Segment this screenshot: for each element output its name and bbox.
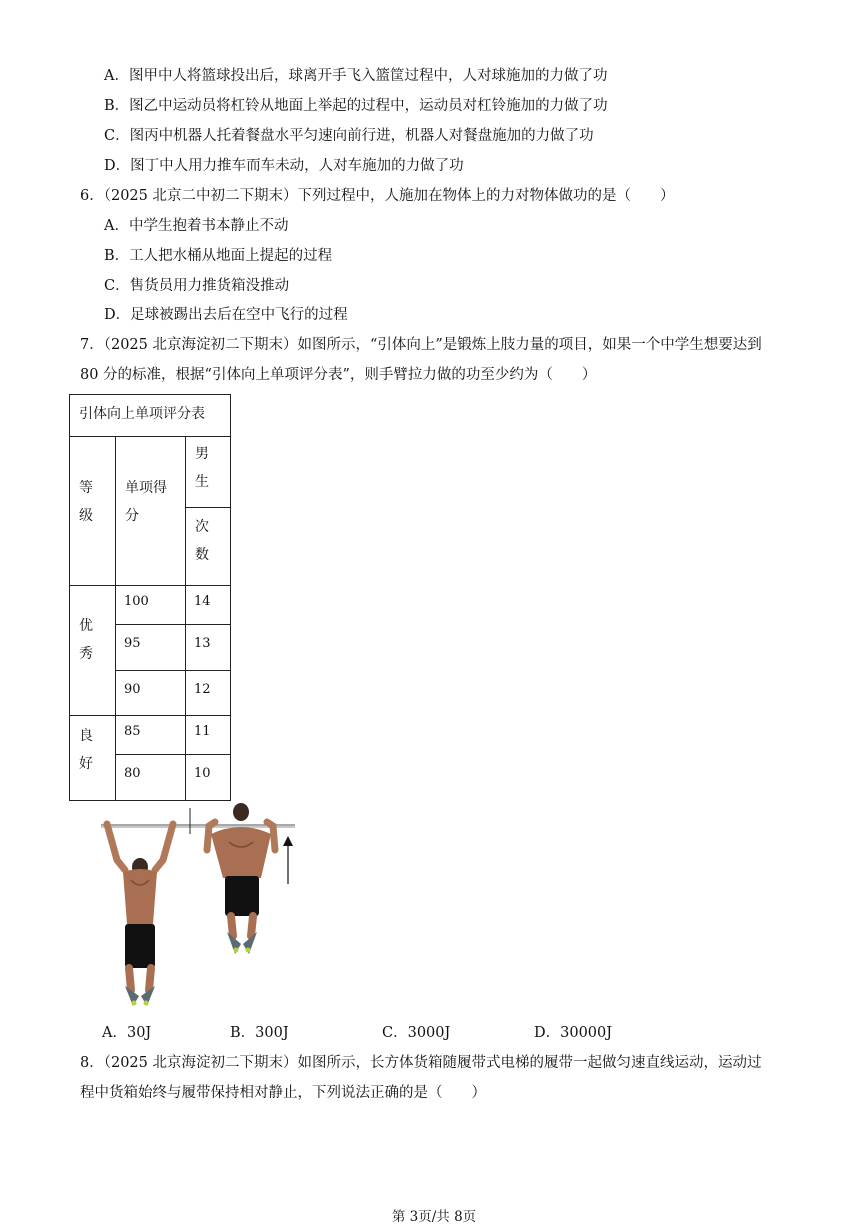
score-cell [116, 755, 186, 801]
score-value: 90 [124, 682, 141, 697]
group-excellent-char2: 秀 [79, 646, 93, 662]
score-value: 85 [124, 724, 141, 739]
count-value: 13 [194, 636, 211, 651]
header-count [186, 508, 231, 586]
count-value: 12 [194, 682, 211, 697]
group-good [70, 716, 116, 801]
q7-answer-c: C．3000J [382, 1025, 451, 1041]
header-grade [70, 437, 116, 586]
count-value: 11 [194, 724, 211, 739]
q7-stem-line1: 7．（2025 北京海淀初二下期末）如图所示，“引体向上”是锻炼上肢力量的项目，如果一个中学生想要达到 [80, 337, 762, 353]
q6-option-a: A．中学生抱着书本静止不动 [104, 218, 289, 234]
table-title-cell [70, 395, 231, 437]
q6-option-c: C．售货员用力推货箱没推动 [104, 278, 290, 294]
q8-stem-line2: 程中货箱始终与履带保持相对静止，下列说法正确的是（ ） [80, 1085, 486, 1101]
q7-answer-b: B．300J [230, 1025, 289, 1041]
q5-option-b: B．图乙中运动员将杠铃从地面上举起的过程中，运动员对杠铃施加的力做了功 [104, 98, 608, 114]
count-cell [186, 625, 231, 671]
count-cell [186, 671, 231, 716]
header-count-char1: 次 [195, 519, 209, 535]
header-count-char2: 数 [195, 547, 209, 563]
group-excellent-char1: 优 [79, 618, 93, 634]
q5-option-c: C．图丙中机器人托着餐盘水平匀速向前行进，机器人对餐盘施加的力做了功 [104, 128, 594, 144]
score-table [69, 394, 231, 801]
score-cell [116, 671, 186, 716]
score-cell [116, 625, 186, 671]
q7-answer-a: A．30J [102, 1025, 152, 1041]
q6-option-b: B．工人把水桶从地面上提起的过程 [104, 248, 333, 264]
page-footer: 第 3页/共 8页 [391, 1209, 477, 1225]
q6-stem: 6．（2025 北京二中初二下期末）下列过程中，人施加在物体上的力对物体做功的是（ ） [80, 188, 675, 204]
score-value: 95 [124, 636, 141, 651]
count-cell [186, 716, 231, 755]
count-value: 10 [194, 766, 211, 781]
q6-option-d: D．足球被踢出去后在空中飞行的过程 [104, 307, 348, 323]
header-score [116, 437, 186, 586]
q5-option-d: D．图丁中人用力推车而车未动，人对车施加的力做了功 [104, 158, 464, 174]
header-score-line2: 分 [125, 508, 139, 524]
count-cell [186, 586, 231, 625]
score-value: 100 [124, 594, 149, 609]
score-cell [116, 586, 186, 625]
q7-stem-line2: 80 分的标准，根据“引体向上单项评分表”，则手臂拉力做的功至少约为（ ） [80, 367, 597, 383]
score-value: 80 [124, 766, 141, 781]
header-male-char1: 男 [195, 446, 209, 462]
q7-answer-d: D．30000J [534, 1025, 613, 1041]
q8-stem-line1: 8．（2025 北京海淀初二下期末）如图所示，长方体货箱随履带式电梯的履带一起做匀速直线运动，运动过 [80, 1055, 762, 1071]
up-arrow-head [283, 836, 293, 846]
header-grade-char2: 级 [79, 508, 93, 524]
q5-option-a: A．图甲中人将篮球投出后，球离开手飞入篮筐过程中，人对球施加的力做了功 [104, 68, 608, 84]
group-good-char2: 好 [79, 756, 93, 772]
count-cell [186, 755, 231, 801]
person-hanging [107, 824, 173, 1006]
header-grade-char1: 等 [79, 480, 93, 496]
group-good-char1: 良 [79, 728, 93, 744]
header-score-line1: 单项得 [125, 480, 167, 496]
count-value: 14 [194, 594, 211, 609]
pull-up-figure [95, 800, 305, 1012]
header-male [186, 437, 231, 508]
table-title: 引体向上单项评分表 [79, 406, 205, 422]
score-cell [116, 716, 186, 755]
group-excellent [70, 586, 116, 716]
header-male-char2: 生 [195, 474, 209, 490]
